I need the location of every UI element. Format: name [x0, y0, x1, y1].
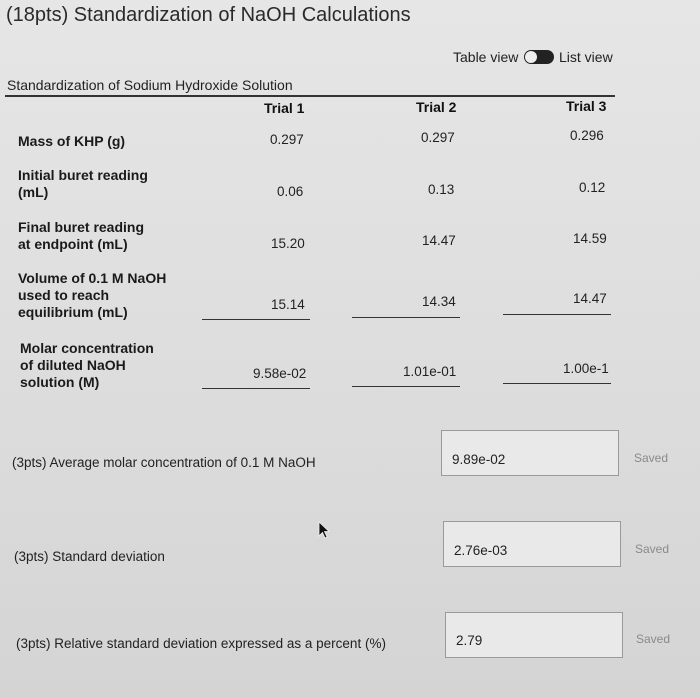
saved-status-stddev: Saved [635, 542, 670, 556]
cell-volume-trial-2: 14.34 [422, 294, 456, 309]
row-label-volume-naoh: Volume of 0.1 M NaOH used to reach equilibrium (mL) [18, 270, 167, 320]
answer-rsd-value: 2.79 [456, 633, 483, 648]
input-underline-volume-trial-2 [352, 317, 460, 318]
table-caption: Standardization of Sodium Hydroxide Solution [7, 77, 293, 93]
question-rsd-label: (3pts) Relative standard deviation expressed as a percent (%) [16, 636, 386, 651]
cell-molarity-trial-2: 1.01e-01 [403, 364, 457, 379]
list-view-label[interactable]: List view [559, 49, 613, 65]
header-trial-1: Trial 1 [264, 100, 305, 116]
answer-rsd-input[interactable] [445, 612, 623, 658]
input-underline-molarity-trial-2 [352, 386, 460, 387]
cell-mass-trial-1: 0.297 [270, 132, 304, 147]
cell-initial-trial-2: 0.13 [428, 182, 455, 197]
input-underline-volume-trial-1 [202, 319, 310, 320]
row-label-molar-concentration: Molar concentration of diluted NaOH solution (M) [20, 340, 154, 390]
input-underline-molarity-trial-3 [503, 383, 611, 384]
saved-status-rsd: Saved [636, 632, 671, 646]
row-label-mass-khp: Mass of KHP (g) [18, 133, 126, 149]
cell-final-trial-2: 14.47 [422, 233, 456, 248]
input-underline-molarity-trial-1 [202, 388, 310, 389]
row-label-initial-buret: Initial buret reading (mL) [18, 167, 148, 200]
answer-stddev-input[interactable] [443, 521, 621, 567]
cell-final-trial-1: 15.20 [271, 236, 305, 251]
saved-status-average: Saved [634, 451, 669, 465]
question-stddev-label: (3pts) Standard deviation [14, 549, 165, 564]
view-toggle-switch[interactable] [524, 50, 554, 64]
answer-average-input[interactable] [441, 430, 619, 476]
cell-initial-trial-1: 0.06 [277, 184, 304, 199]
table-view-label[interactable]: Table view [453, 49, 519, 65]
header-trial-2: Trial 2 [416, 99, 457, 115]
cell-initial-trial-3: 0.12 [579, 180, 606, 195]
cell-volume-trial-3: 14.47 [573, 291, 607, 306]
cell-mass-trial-2: 0.297 [421, 130, 455, 145]
row-label-final-buret: Final buret reading at endpoint (mL) [18, 219, 145, 252]
input-underline-volume-trial-3 [503, 314, 611, 315]
page-title: (18pts) Standardization of NaOH Calculations [6, 4, 411, 26]
answer-stddev-value: 2.76e-03 [454, 543, 508, 558]
answer-average-value: 9.89e-02 [452, 452, 506, 467]
table-top-rule [5, 95, 615, 97]
cell-final-trial-3: 14.59 [573, 231, 607, 246]
cell-molarity-trial-1: 9.58e-02 [253, 366, 307, 381]
mouse-pointer-icon [318, 521, 330, 544]
question-average-label: (3pts) Average molar concentration of 0.1 M NaOH [12, 455, 316, 470]
cell-mass-trial-3: 0.296 [570, 128, 604, 143]
cell-volume-trial-1: 15.14 [271, 297, 305, 312]
cell-molarity-trial-3: 1.00e-1 [563, 361, 609, 376]
toggle-knob [525, 51, 537, 63]
header-trial-3: Trial 3 [566, 98, 607, 114]
